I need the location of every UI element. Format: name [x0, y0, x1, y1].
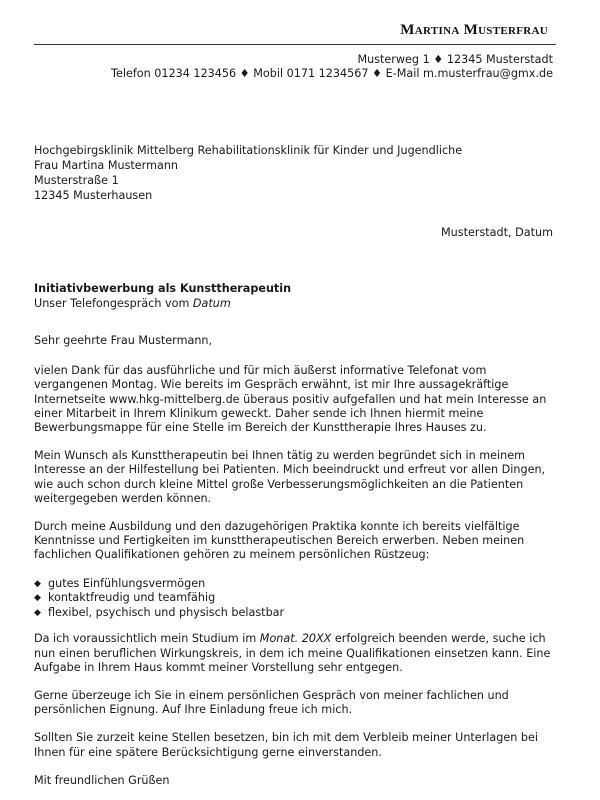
diamond-bullet-icon: ◆ — [34, 578, 41, 589]
paragraph-6: Sollten Sie zurzeit keine Stellen besetzen, bin ich mit dem Verbleib meiner Unterlagen bei Ihnen für eine spätere Berücksichtigung gerne einverstanden. — [34, 731, 538, 759]
paragraph-5: Gerne überzeuge ich Sie in einem persönlichen Gespräch von meiner fachlichen und persönlichen Eignung. Auf Ihre Einladung freue ich mich. — [34, 689, 509, 717]
qualifications-list — [34, 577, 558, 621]
list-item-text: kontaktfreudig und teamfähig — [48, 591, 216, 605]
recipient-address — [34, 143, 462, 203]
sender-contact-line: Telefon 01234 123456 ♦ Mobil 0171 1234567 ♦ E-Mail m.musterfrau@gmx.de — [111, 67, 553, 80]
recipient-line: Frau Martina Mustermann — [34, 159, 179, 172]
subject-title: Initiativbewerbung als Kunsttherapeutin — [34, 282, 292, 295]
list-item-text: gutes Einfühlungsvermögen — [48, 576, 206, 590]
list-item — [34, 591, 558, 606]
paragraph-4-start: Da ich voraussichtlich mein Studium im — [34, 632, 257, 646]
sender-name: Martina Musterfrau — [400, 22, 548, 38]
sender-address-block — [111, 53, 553, 81]
paragraph-4-end: erfolgreich beenden werde, suche ich nun einen beruflichen Wirkungskreis, in dem ich meine Qualifikationen einsetzen kann. Eine Aufgabe in Ihrem Haus kommt meiner Vorstellung sehr entgegen. — [34, 632, 551, 674]
paragraph-2: Mein Wunsch als Kunsttherapeutin bei Ihnen tätig zu werden begründet sich in meinem Interesse an der Hilfestellung bei Patienten. Mich beeindruckt und erfreut vor allen Dingen, wie auch schon durch kleine Mittel große Verbesserungsmöglichkeiten an die Patienten weitergegeben werden können. — [34, 449, 546, 505]
diamond-bullet-icon: ◆ — [34, 607, 41, 618]
recipient-line: Musterstraße 1 — [34, 174, 119, 187]
list-item — [34, 606, 558, 621]
subject-reference-date: Datum — [192, 297, 231, 310]
salutation: Sehr geehrte Frau Mustermann, — [34, 334, 213, 347]
sender-address-line: Musterweg 1 ♦ 12345 Musterstadt — [357, 53, 553, 66]
header-divider — [34, 44, 556, 45]
graduation-date: Monat. 20XX — [259, 632, 332, 646]
subject-block — [34, 281, 291, 311]
paragraph-1: vielen Dank für das ausführliche und für mich äußerst informative Telefonat vom vergangenen Montag. Wie bereits im Gespräch erwähnt, ist mir Ihre aussagekräftige Internetseite www.hkg-mittelberg.de überaus positiv aufgefallen und hat mein Interesse an einer Mitarbeit in Ihrem Klinikum geweckt. Daher sende ich Ihnen hiermit meine Bewerbungsmappe für eine Stelle im Bereich der Kunsttherapie Ihres Hauses zu. — [34, 364, 547, 435]
subject-reference-prefix: Unser Telefongespräch vom — [34, 297, 190, 310]
place-date: Musterstadt, Datum — [441, 226, 553, 239]
letter-body — [34, 334, 558, 788]
list-item — [34, 577, 558, 592]
closing: Mit freundlichen Grüßen — [34, 773, 170, 787]
list-item-text: flexibel, psychisch und physisch belastbar — [48, 605, 285, 619]
paragraph-3: Durch meine Ausbildung und den dazugehörigen Praktika konnte ich bereits vielfältige Kenntnisse und Fertigkeiten im kunsttherapeutischen Bereich erwerben. Neben meinen fachlichen Qualifikationen gehören zu meinem persönlichen Rüstzeug: — [34, 520, 525, 562]
diamond-bullet-icon: ◆ — [34, 593, 41, 604]
paragraph-4 — [34, 632, 558, 675]
subject-reference — [34, 296, 291, 311]
recipient-line: Hochgebirgsklinik Mittelberg Rehabilitationsklinik für Kinder und Jugendliche — [34, 144, 463, 157]
recipient-line: 12345 Musterhausen — [34, 189, 153, 202]
